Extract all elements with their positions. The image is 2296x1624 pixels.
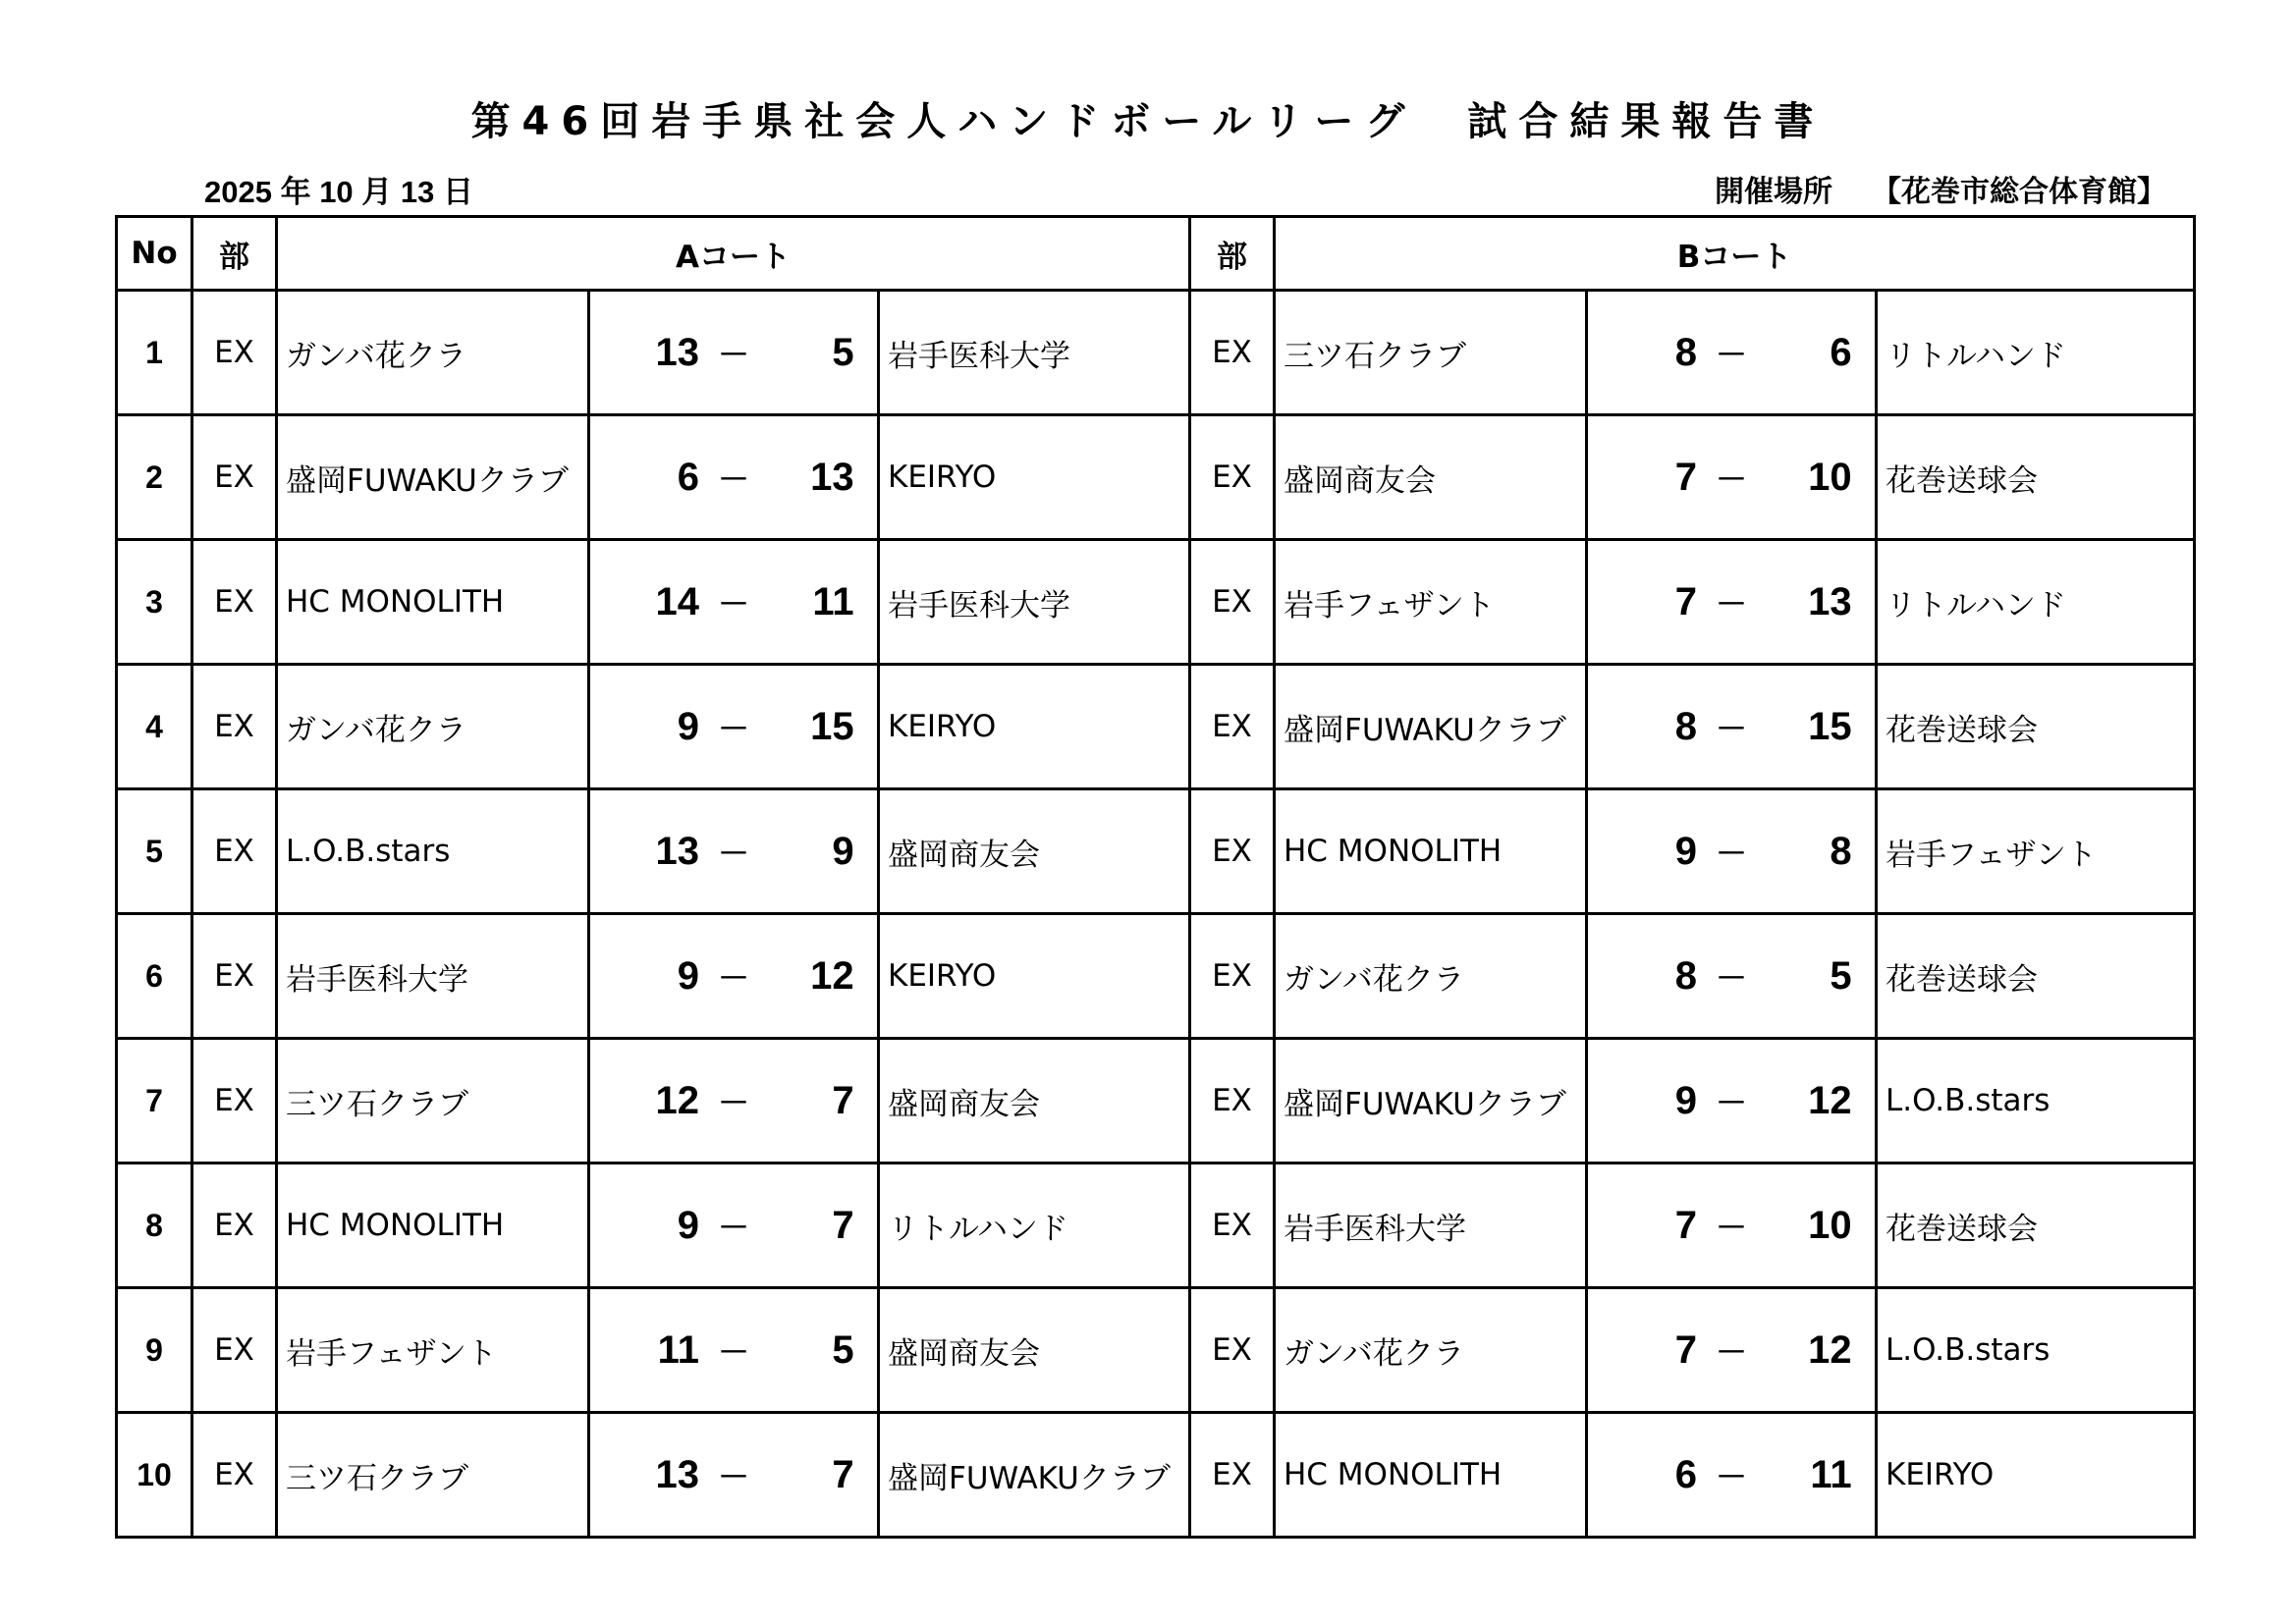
court-a-home-team: 三ツ石クラブ — [277, 1039, 589, 1164]
court-b-away-score: 10 — [1808, 1203, 1852, 1247]
court-b-score — [1587, 540, 1877, 665]
court-a-score — [589, 1413, 879, 1538]
score-dash: － — [1715, 836, 1747, 871]
court-a-home-score: 9 — [677, 704, 699, 748]
court-b-home-team: ガンバ花クラ — [1275, 1288, 1587, 1413]
court-a-home-team: 岩手医科大学 — [277, 914, 589, 1039]
score-dash: － — [1715, 711, 1747, 746]
court-b-home-team: HC MONOLITH — [1275, 1413, 1587, 1538]
court-a-division: EX — [192, 665, 277, 789]
court-a-away-score: 13 — [810, 455, 854, 499]
court-a-away-team: KEIRYO — [879, 914, 1190, 1039]
court-a-away-team: 岩手医科大学 — [879, 540, 1190, 665]
table-row — [117, 914, 2195, 1039]
court-a-away-team: 盛岡FUWAKUクラブ — [879, 1413, 1190, 1538]
header-court-a: Aコート — [277, 217, 1190, 291]
table-row — [117, 1039, 2195, 1164]
court-a-home-team: 三ツ石クラブ — [277, 1413, 589, 1538]
court-b-home-team: 岩手医科大学 — [1275, 1164, 1587, 1288]
court-a-division: EX — [192, 914, 277, 1039]
score-dash: － — [717, 711, 749, 746]
match-no: 2 — [117, 415, 192, 540]
court-a-division: EX — [192, 1164, 277, 1288]
court-a-home-team: L.O.B.stars — [277, 789, 589, 914]
venue-label: 開催場所 — [1715, 175, 1832, 209]
court-a-home-team: ガンバ花クラ — [277, 291, 589, 415]
match-date: 2025 年 10 月 13 日 — [204, 175, 473, 209]
court-b-home-team: 岩手フェザント — [1275, 540, 1587, 665]
court-a-score — [589, 1164, 879, 1288]
score-dash: － — [1715, 1210, 1747, 1245]
header-division-b: 部 — [1190, 217, 1275, 291]
court-b-away-score: 15 — [1808, 704, 1852, 748]
court-b-division: EX — [1190, 1039, 1275, 1164]
court-b-away-team: リトルハンド — [1877, 540, 2195, 665]
court-b-away-team: 花巻送球会 — [1877, 415, 2195, 540]
court-b-home-team: ガンバ花クラ — [1275, 914, 1587, 1039]
court-b-away-score: 8 — [1830, 829, 1852, 873]
score-dash: － — [1715, 1085, 1747, 1120]
court-b-away-score: 5 — [1830, 953, 1852, 998]
court-a-division: EX — [192, 1288, 277, 1413]
score-dash: － — [717, 337, 749, 372]
score-dash: － — [717, 461, 749, 497]
court-b-away-score: 11 — [1810, 1452, 1852, 1496]
court-b-division: EX — [1190, 415, 1275, 540]
court-a-home-team: ガンバ花クラ — [277, 665, 589, 789]
court-b-score — [1587, 665, 1877, 789]
header-row — [117, 217, 2195, 291]
match-no: 8 — [117, 1164, 192, 1288]
court-b-score — [1587, 914, 1877, 1039]
court-b-home-score: 7 — [1674, 1203, 1697, 1247]
court-a-home-score: 9 — [677, 953, 699, 998]
table-row — [117, 291, 2195, 415]
court-b-away-team: 岩手フェザント — [1877, 789, 2195, 914]
court-a-home-score: 11 — [657, 1327, 699, 1372]
score-dash: － — [717, 836, 749, 871]
court-b-home-team: HC MONOLITH — [1275, 789, 1587, 914]
court-b-division: EX — [1190, 1413, 1275, 1538]
court-b-away-score: 13 — [1808, 579, 1852, 623]
court-b-home-team: 盛岡商友会 — [1275, 415, 1587, 540]
court-b-home-score: 6 — [1674, 1452, 1697, 1496]
score-dash: － — [1715, 461, 1747, 497]
court-a-away-score: 7 — [832, 1078, 854, 1122]
header-court-b: Bコート — [1275, 217, 2195, 291]
score-dash: － — [1715, 1334, 1747, 1370]
court-b-away-team: リトルハンド — [1877, 291, 2195, 415]
header-division-a: 部 — [192, 217, 277, 291]
court-b-away-team: L.O.B.stars — [1877, 1039, 2195, 1164]
court-a-home-team: HC MONOLITH — [277, 1164, 589, 1288]
court-a-away-score: 5 — [832, 330, 854, 374]
court-a-score — [589, 1288, 879, 1413]
report-title: 第46回岩手県社会人ハンドボールリーグ 試合結果報告書 — [470, 99, 1826, 144]
court-b-score — [1587, 1164, 1877, 1288]
table-row — [117, 1288, 2195, 1413]
score-dash: － — [1715, 337, 1747, 372]
table-row — [117, 1413, 2195, 1538]
header-no: No — [117, 217, 192, 291]
court-a-home-team: HC MONOLITH — [277, 540, 589, 665]
court-b-away-score: 12 — [1808, 1078, 1852, 1122]
results-body — [117, 291, 2195, 1538]
court-a-away-score: 9 — [832, 829, 854, 873]
court-a-away-score: 5 — [832, 1327, 854, 1372]
court-b-away-team: L.O.B.stars — [1877, 1288, 2195, 1413]
court-b-home-score: 7 — [1674, 579, 1697, 623]
court-b-home-score: 8 — [1674, 704, 1697, 748]
court-a-away-team: 岩手医科大学 — [879, 291, 1190, 415]
score-dash: － — [717, 1459, 749, 1494]
court-b-score — [1587, 789, 1877, 914]
table-row — [117, 415, 2195, 540]
court-a-away-score: 7 — [832, 1452, 854, 1496]
score-dash: － — [1715, 1459, 1747, 1494]
court-b-home-team: 盛岡FUWAKUクラブ — [1275, 665, 1587, 789]
court-a-away-team: リトルハンド — [879, 1164, 1190, 1288]
court-a-away-team: KEIRYO — [879, 415, 1190, 540]
court-a-score — [589, 540, 879, 665]
score-dash: － — [717, 586, 749, 622]
court-a-division: EX — [192, 1039, 277, 1164]
court-b-division: EX — [1190, 665, 1275, 789]
match-no: 9 — [117, 1288, 192, 1413]
court-a-division: EX — [192, 1413, 277, 1538]
match-no: 6 — [117, 914, 192, 1039]
score-dash: － — [717, 1085, 749, 1120]
court-a-score — [589, 291, 879, 415]
court-b-away-team: 花巻送球会 — [1877, 1164, 2195, 1288]
court-a-away-score: 12 — [810, 953, 854, 998]
court-b-division: EX — [1190, 1164, 1275, 1288]
court-a-home-score: 13 — [655, 330, 699, 374]
court-a-home-team: 盛岡FUWAKUクラブ — [277, 415, 589, 540]
court-a-division: EX — [192, 789, 277, 914]
court-a-home-score: 6 — [677, 455, 699, 499]
court-b-score — [1587, 291, 1877, 415]
court-b-away-team: 花巻送球会 — [1877, 914, 2195, 1039]
court-b-division: EX — [1190, 1288, 1275, 1413]
venue — [1715, 167, 2166, 210]
court-b-home-team: 盛岡FUWAKUクラブ — [1275, 1039, 1587, 1164]
court-a-away-score: 11 — [812, 579, 854, 623]
court-a-away-score: 7 — [832, 1203, 854, 1247]
score-dash: － — [717, 960, 749, 996]
score-dash: － — [717, 1210, 749, 1245]
venue-name: 【花巻市総合体育館】 — [1872, 175, 2166, 209]
court-b-home-score: 7 — [1674, 1327, 1697, 1372]
court-b-home-score: 8 — [1674, 330, 1697, 374]
court-b-away-team: KEIRYO — [1877, 1413, 2195, 1538]
court-a-away-score: 15 — [810, 704, 854, 748]
court-b-away-score: 12 — [1808, 1327, 1852, 1372]
court-b-division: EX — [1190, 789, 1275, 914]
court-b-home-team: 三ツ石クラブ — [1275, 291, 1587, 415]
court-a-division: EX — [192, 540, 277, 665]
court-a-score — [589, 415, 879, 540]
court-b-division: EX — [1190, 291, 1275, 415]
match-no: 3 — [117, 540, 192, 665]
court-a-home-score: 14 — [655, 579, 699, 623]
court-a-home-score: 12 — [655, 1078, 699, 1122]
court-a-home-score: 13 — [655, 1452, 699, 1496]
court-a-division: EX — [192, 415, 277, 540]
match-no: 7 — [117, 1039, 192, 1164]
court-b-home-score: 8 — [1674, 953, 1697, 998]
court-a-home-score: 9 — [677, 1203, 699, 1247]
court-b-away-team: 花巻送球会 — [1877, 665, 2195, 789]
court-a-away-team: KEIRYO — [879, 665, 1190, 789]
court-a-division: EX — [192, 291, 277, 415]
court-b-score — [1587, 1039, 1877, 1164]
court-b-score — [1587, 1288, 1877, 1413]
court-b-away-score: 10 — [1808, 455, 1852, 499]
court-a-score — [589, 914, 879, 1039]
court-b-home-score: 9 — [1674, 1078, 1697, 1122]
match-no: 10 — [117, 1413, 192, 1538]
court-a-away-team: 盛岡商友会 — [879, 789, 1190, 914]
match-no: 1 — [117, 291, 192, 415]
court-a-score — [589, 665, 879, 789]
court-b-division: EX — [1190, 540, 1275, 665]
table-row — [117, 789, 2195, 914]
table-row — [117, 1164, 2195, 1288]
score-dash: － — [1715, 586, 1747, 622]
court-b-division: EX — [1190, 914, 1275, 1039]
score-dash: － — [717, 1334, 749, 1370]
court-a-score — [589, 1039, 879, 1164]
court-b-home-score: 7 — [1674, 455, 1697, 499]
court-a-score — [589, 789, 879, 914]
table-row — [117, 540, 2195, 665]
court-a-away-team: 盛岡商友会 — [879, 1039, 1190, 1164]
match-no: 4 — [117, 665, 192, 789]
court-b-score — [1587, 415, 1877, 540]
court-b-score — [1587, 1413, 1877, 1538]
court-a-away-team: 盛岡商友会 — [879, 1288, 1190, 1413]
court-a-home-team: 岩手フェザント — [277, 1288, 589, 1413]
court-b-away-score: 6 — [1830, 330, 1852, 374]
match-no: 5 — [117, 789, 192, 914]
results-table — [115, 215, 2196, 1539]
score-dash: － — [1715, 960, 1747, 996]
table-row — [117, 665, 2195, 789]
court-a-home-score: 13 — [655, 829, 699, 873]
court-b-home-score: 9 — [1674, 829, 1697, 873]
